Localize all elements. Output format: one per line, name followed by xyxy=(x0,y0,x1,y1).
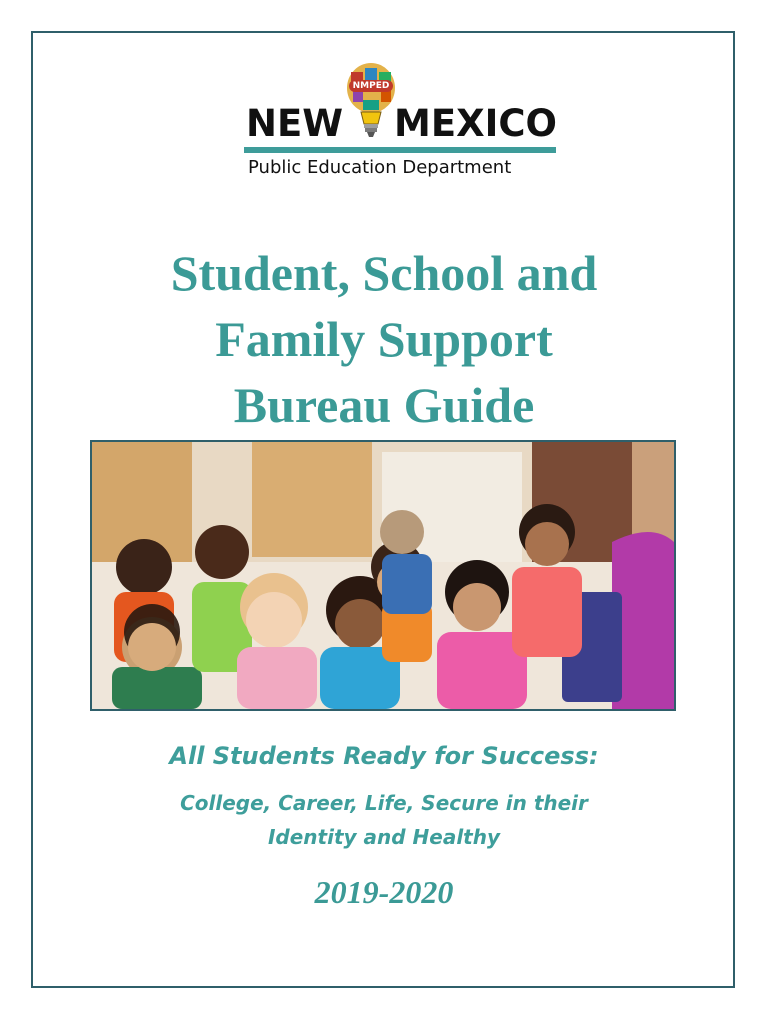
title-line-2: Family Support xyxy=(215,311,553,367)
children-classroom-photo xyxy=(90,440,676,711)
logo-subtitle: Public Education Department xyxy=(248,157,512,178)
slogan-line-2: Identity and Healthy xyxy=(267,825,501,849)
logo-word-new: NEW xyxy=(246,102,344,145)
document-year: 2019-2020 xyxy=(314,874,454,910)
page-title xyxy=(60,240,708,438)
logo-word-mexico: MEXICO xyxy=(394,102,557,145)
title-line-1: Student, School and xyxy=(170,245,598,301)
slogan-sub xyxy=(60,786,708,854)
logo-accent-bar xyxy=(244,147,556,153)
lightbulb-collage-icon xyxy=(345,62,397,140)
slogan-main: All Students Ready for Success: xyxy=(169,742,599,770)
photo-illustration xyxy=(92,442,674,709)
nmped-logo xyxy=(244,62,556,182)
logo-badge-text: NMPED xyxy=(349,80,393,92)
slogan-line-1: College, Career, Life, Secure in their xyxy=(180,791,588,815)
title-line-3: Bureau Guide xyxy=(233,377,535,433)
